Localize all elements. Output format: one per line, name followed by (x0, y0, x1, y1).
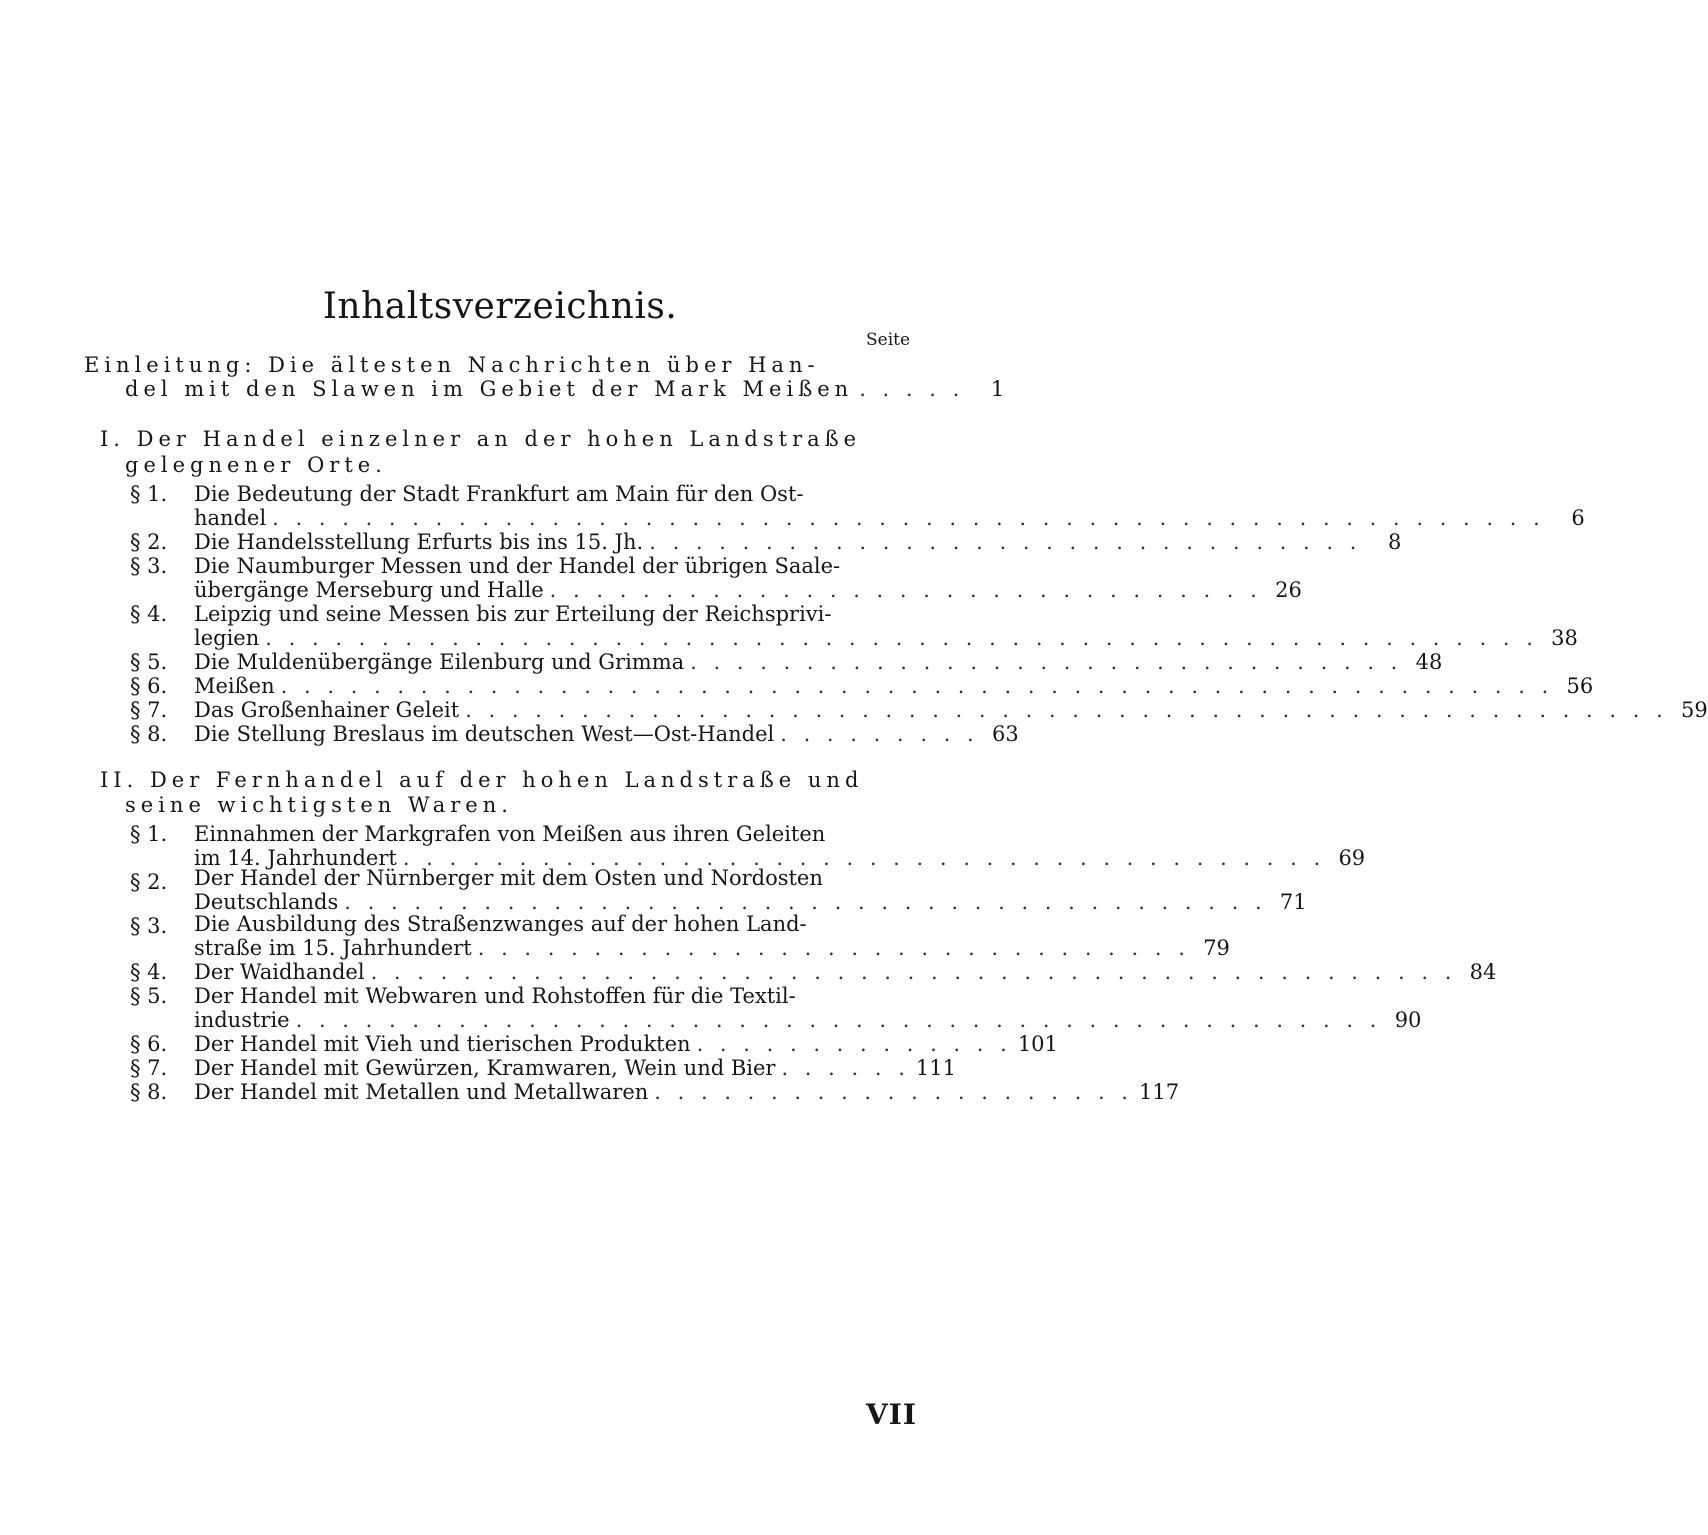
toc-entry (194, 674, 1594, 698)
page-title: Inhaltsverzeichnis. (322, 286, 678, 327)
page-folio: VII (866, 1398, 917, 1431)
toc-entry-text: Die Handelsstellung Erfurts bis ins 15. Jh. (194, 530, 644, 554)
dot-leader: . . . . . . . . . . . . . . . . . . . . . . . . . . . . . . . (477, 936, 1190, 960)
section-number: § 3. (130, 554, 168, 578)
section-number: § 4. (130, 602, 168, 626)
page-number: 117 (1138, 1080, 1180, 1104)
page-number: 71 (1279, 890, 1307, 914)
dot-leader: . . . . . . . . . . . . . . . . . . . . . . . . . . . . . . . . . . . . . . . . (402, 846, 1326, 870)
toc-entry-text: Der Handel mit Vieh und tierischen Produkten (194, 1032, 691, 1056)
toc-entry (194, 890, 1307, 914)
toc-entry-text: Die Stellung Breslaus im deutschen West—Ost-Handel (194, 722, 775, 746)
section-number: § 7. (130, 1056, 168, 1080)
dot-leader: . . . . . . . . . . . . . . (696, 1032, 1012, 1056)
toc-entry-text: Einnahmen der Markgrafen von Meißen aus ihren Geleiten (194, 822, 826, 846)
toc-entry (194, 936, 1230, 960)
page-number: 111 (915, 1056, 956, 1080)
page-number: 59 (1681, 698, 1708, 722)
section-number: § 5. (130, 650, 168, 674)
toc-entry (194, 530, 1402, 554)
toc-entry-text: Der Handel mit Gewürzen, Kramwaren, Wein und Bier (194, 1056, 776, 1080)
dot-leader: . . . . . . . . . . . . . . . . . . . . . . . . . . . . . . . . . . . . . . . . . . . . . . . . . . . . . . . (265, 626, 1538, 650)
section-number: § 2. (130, 530, 168, 554)
toc-entry (194, 1056, 956, 1080)
toc-entry-text: Die Ausbildung des Straßenzwanges auf der hohen Land- (194, 912, 807, 936)
section-number: § 1. (130, 822, 168, 846)
section-number: § 3. (130, 914, 168, 938)
toc-entry (194, 626, 1578, 650)
section-number: § 5. (130, 984, 168, 1008)
toc-entry-text: übergänge Merseburg und Halle (194, 578, 544, 602)
part-1-heading-line-1: I. Der Handel einzelner an der hohen Landstraße (100, 427, 862, 451)
page-column-label: Seite (866, 330, 911, 350)
dot-leader: . . . . . . . . . . . . . . . . . . . . . . . . . . . . . . . . . . . . . . . . . . . . . . . . . . . . . . . (280, 674, 1554, 698)
section-number: § 8. (130, 1080, 168, 1104)
dot-leader: . . . . . . . . . . . . . . . . . . . . . . . . . . . . . . . (549, 578, 1262, 602)
page-number: 69 (1338, 846, 1366, 870)
toc-entry (194, 1008, 1422, 1032)
page-number: 79 (1203, 936, 1230, 960)
toc-entry-text: Der Handel mit Metallen und Metallwaren (194, 1080, 649, 1104)
toc-entry-text: Meißen (194, 674, 275, 698)
toc-entry (194, 698, 1708, 722)
page-number: 56 (1566, 674, 1594, 698)
toc-entry (194, 1032, 1058, 1056)
toc-entry (194, 506, 1585, 530)
dot-leader: . . . . . . . . . . . . . . . . . . . . . . . . . . . . . . . . . . . . . . . . . . . . . . . (295, 1008, 1382, 1032)
dot-leader: . . . . . . . . . . . . . . . . . . . . . . . . . . . . . . . . . . . . . . . . (344, 890, 1267, 914)
section-number: § 8. (130, 722, 168, 746)
section-number: § 6. (130, 1032, 168, 1056)
toc-entry-text: straße im 15. Jahrhundert (194, 936, 472, 960)
toc-entry-text: legien (194, 626, 260, 650)
dot-leader: . . . . . (859, 377, 965, 401)
dot-leader: . . . . . . . . . . . . . . . . . . . . . (654, 1080, 1133, 1104)
dot-leader: . . . . . . . . . (780, 722, 979, 746)
toc-entry-text: Das Großenhainer Geleit (194, 698, 460, 722)
toc-entry-text: Der Handel mit Webwaren und Rohstoffen für die Textil- (194, 984, 796, 1008)
toc-entry-text: im 14. Jahrhundert (194, 846, 397, 870)
section-number: § 1. (130, 482, 168, 506)
page-number: 38 (1551, 626, 1578, 650)
toc-entry-text: Der Handel der Nürnberger mit dem Osten und Nordosten (194, 866, 823, 890)
toc-entry-text: Leipzig und seine Messen bis zur Erteilung der Reichsprivi- (194, 602, 832, 626)
part-1-heading-line-2: gelegnener Orte. (125, 453, 387, 477)
toc-entry (194, 578, 1302, 602)
dot-leader: . . . . . . . . . . . . . . . . . . . . . . . . . . . . . . . (649, 530, 1362, 554)
page-number: 84 (1469, 960, 1497, 984)
dot-leader: . . . . . . . . . . . . . . . . . . . . . . . . . . . . . . . . . . . . . . . . . . . . . . . . . . . . (465, 698, 1668, 722)
dot-leader: . . . . . . (781, 1056, 910, 1080)
toc-entry-text: Die Muldenübergänge Eilenburg und Grimma (194, 650, 685, 674)
part-2-heading-line-1: II. Der Fernhandel auf der hohen Landstraße und (100, 768, 864, 792)
toc-entry-text: Der Waidhandel (194, 960, 365, 984)
toc-entry-text: Die Bedeutung der Stadt Frankfurt am Main für den Ost- (194, 482, 804, 506)
page-number: 63 (991, 722, 1019, 746)
intro-line-2: del mit den Slawen im Gebiet der Mark Meißen (125, 377, 854, 401)
page-number: 26 (1275, 578, 1302, 602)
toc-entry (194, 650, 1443, 674)
toc-entry (194, 1080, 1180, 1104)
section-number: § 7. (130, 698, 168, 722)
toc-entry-text: Die Naumburger Messen und der Handel der übrigen Saale- (194, 554, 841, 578)
page-number: 48 (1415, 650, 1443, 674)
page-number: 8 (1388, 530, 1402, 554)
toc-entry (194, 960, 1497, 984)
dot-leader: . . . . . . . . . . . . . . . . . . . . . . . . . . . . . . . . . . . . . . . . . . . . . . . . . . . . . . . (272, 506, 1545, 530)
page-number: 6 (1571, 506, 1585, 530)
section-number: § 4. (130, 960, 168, 984)
part-2-heading-line-2: seine wichtigsten Waren. (125, 793, 513, 817)
dot-leader: . . . . . . . . . . . . . . . . . . . . . . . . . . . . . . . . . . . . . . . . . . . . . . . (370, 960, 1457, 984)
toc-entry-text: handel (194, 506, 267, 530)
section-number: § 2. (130, 870, 168, 894)
intro-line-1: Einleitung: Die ältesten Nachrichten über Han- (84, 353, 820, 377)
toc-entry-text: industrie (194, 1008, 290, 1032)
page-number: 101 (1017, 1032, 1058, 1056)
toc-entry (194, 722, 1019, 746)
dot-leader: . . . . . . . . . . . . . . . . . . . . . . . . . . . . . . . (690, 650, 1403, 674)
intro-entry (125, 377, 1005, 401)
page-number: 1 (990, 377, 1005, 401)
page-number: 90 (1394, 1008, 1422, 1032)
toc-entry-text: Deutschlands (194, 890, 339, 914)
section-number: § 6. (130, 674, 168, 698)
